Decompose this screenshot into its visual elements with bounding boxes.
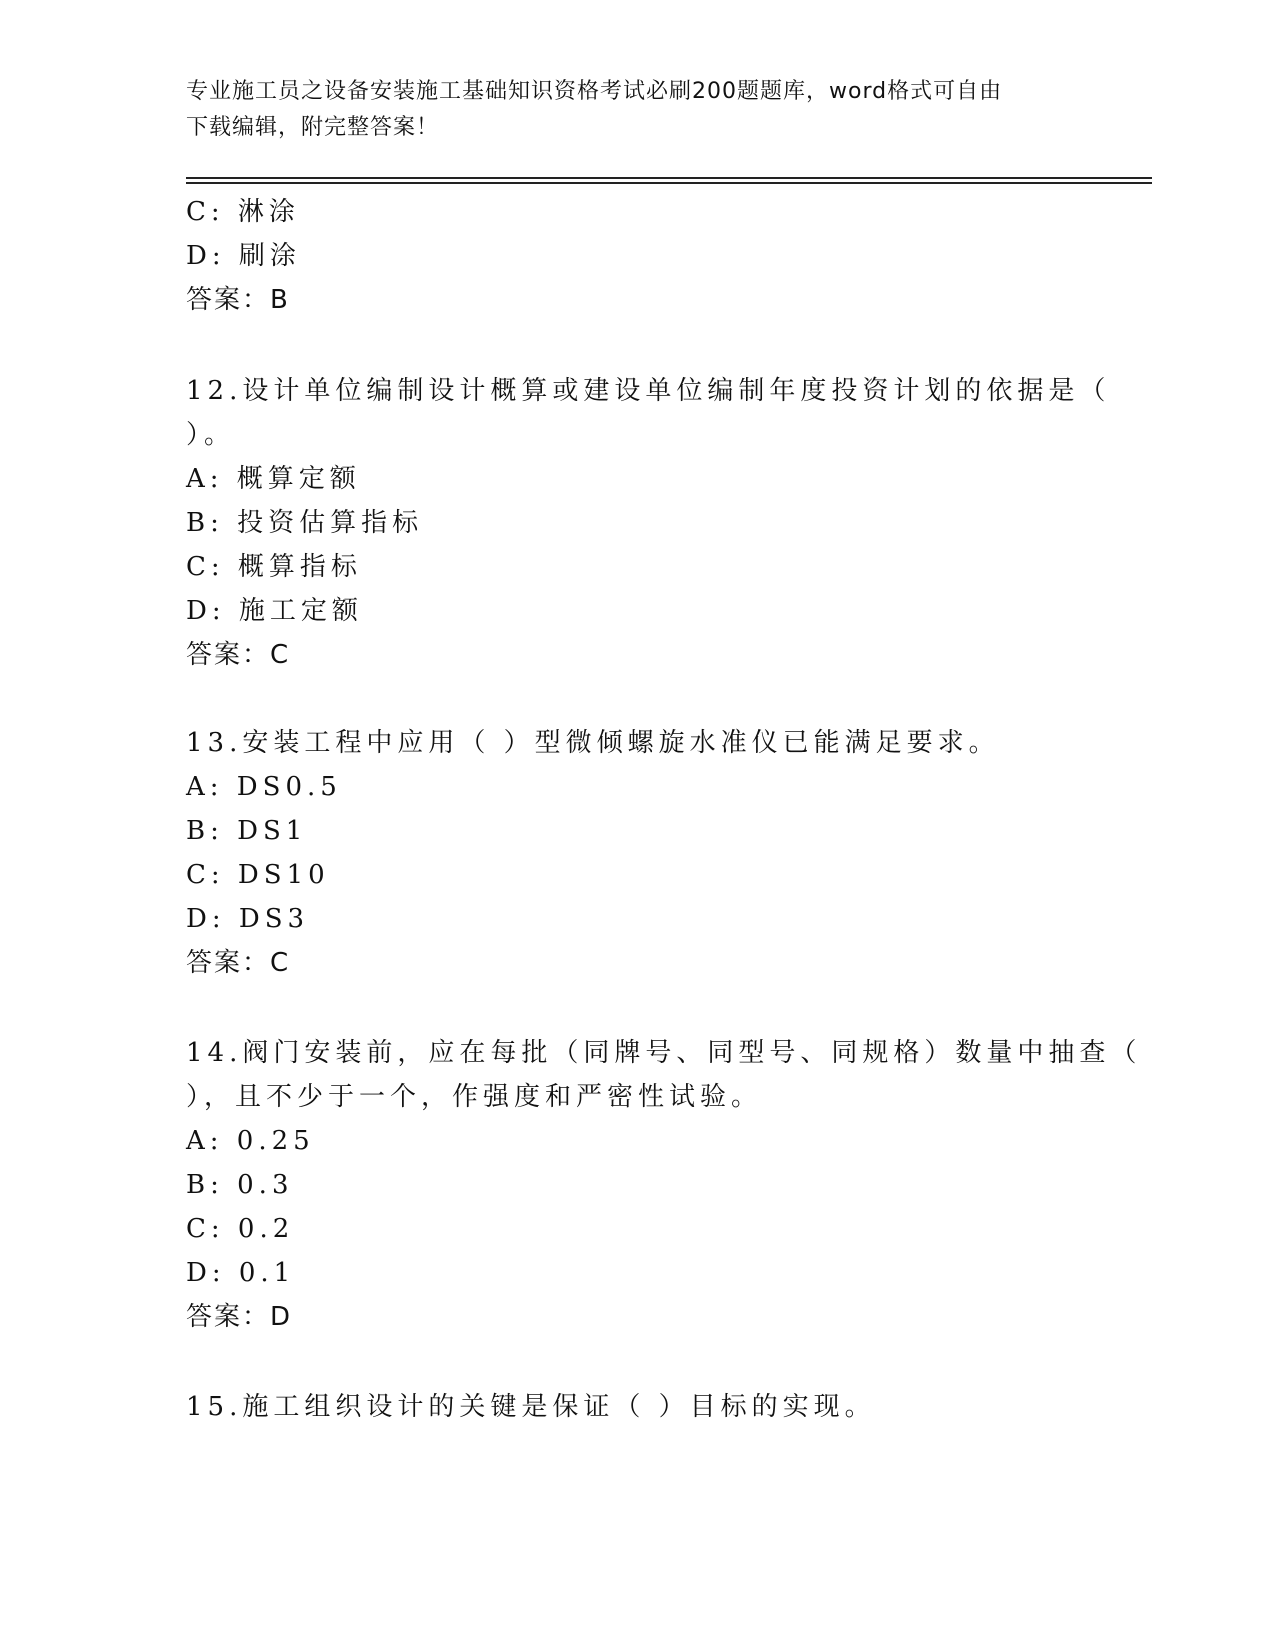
option-line: B: DS1 [186, 816, 308, 846]
question-line: ），且不少于一个，作强度和严密性试验。 [186, 1082, 763, 1112]
option-line: C: 0.2 [186, 1214, 295, 1244]
option-line: D: 0.1 [186, 1258, 296, 1288]
answer-line: 答案：C [186, 948, 291, 978]
option-line: C: 概算指标 [186, 552, 362, 582]
question-line: ）。 [186, 420, 236, 450]
title-line-2: 下载编辑，附完整答案！ [186, 115, 440, 140]
option-line: B: 0.3 [186, 1170, 294, 1200]
option-line: C: 淋涂 [186, 197, 300, 227]
option-line: A: 0.25 [186, 1126, 315, 1156]
option-line: A: DS0.5 [186, 772, 342, 802]
header-divider-top [186, 177, 1152, 179]
option-line: B: 投资估算指标 [186, 508, 424, 538]
answer-line: 答案：B [186, 285, 290, 315]
option-line: C: DS10 [186, 860, 330, 890]
question-line: 13.安装工程中应用（ ）型微倾螺旋水准仪已能满足要求。 [186, 728, 1000, 758]
option-line: D: 刷涂 [186, 241, 301, 271]
title-line-1: 专业施工员之设备安装施工基础知识资格考试必刷200题题库，word格式可自由 [186, 79, 1003, 104]
answer-line: 答案：D [186, 1302, 293, 1332]
option-line: A: 概算定额 [186, 464, 361, 494]
question-line: 15.施工组织设计的关键是保证（ ）目标的实现。 [186, 1392, 876, 1422]
option-line: D: DS3 [186, 904, 310, 934]
answer-line: 答案：C [186, 640, 291, 670]
document-title [186, 74, 1086, 146]
header-divider-bottom [186, 182, 1152, 184]
question-line: 12.设计单位编制设计概算或建设单位编制年度投资计划的依据是（ [186, 376, 1111, 406]
question-line: 14.阀门安装前，应在每批（同牌号、同型号、同规格）数量中抽查（ [186, 1038, 1142, 1068]
option-line: D: 施工定额 [186, 596, 363, 626]
